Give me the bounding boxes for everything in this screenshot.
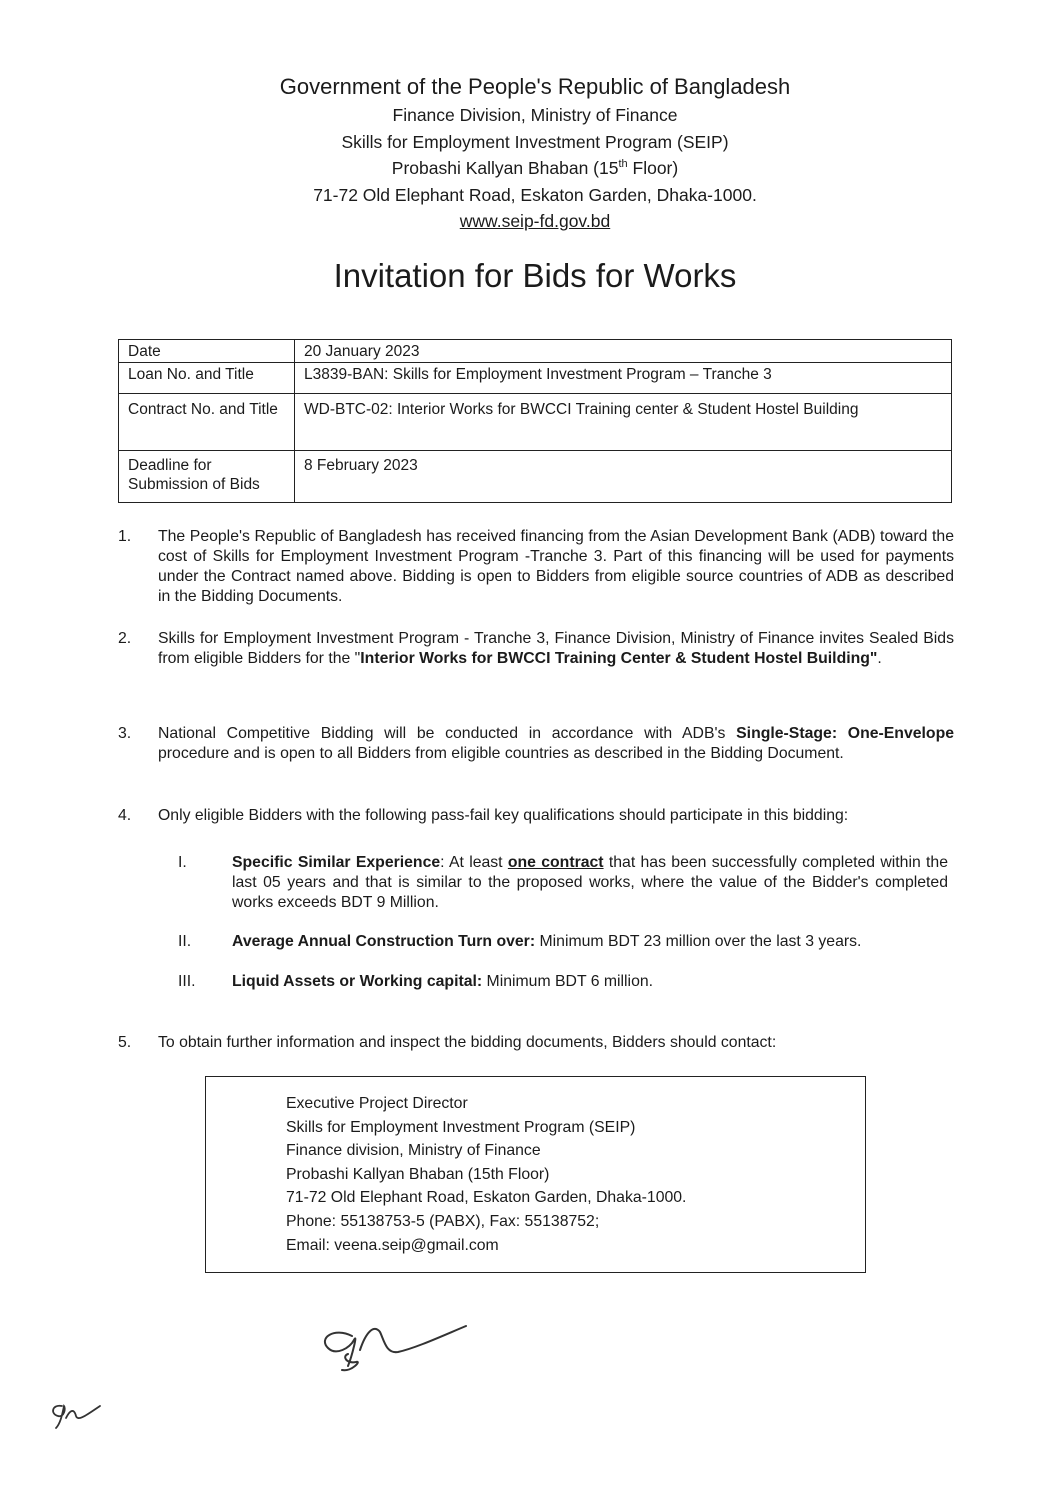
- bid-info-table: [118, 339, 952, 503]
- qualification-number: III.: [178, 973, 196, 990]
- paragraph-number: 2.: [118, 630, 132, 647]
- text-run: Minimum BDT 6 million.: [482, 973, 654, 990]
- letterhead: [0, 72, 1058, 235]
- paragraph-text: The People's Republic of Bangladesh has received financing from the Asian Development Bank (ADB) toward the cost of Skills for Employment Investment Program -Tranche 3. Part of this financing will be used for payments under the Contract named above. Bidding is open to Bidders from eligible source countries of ADB as described in the Bidding Documents.: [158, 528, 954, 605]
- division-name: Finance Division, Ministry of Finance: [392, 105, 678, 125]
- procedure-name: Single-Stage: One-Envelope: [736, 725, 954, 742]
- qualification-text: [232, 972, 948, 992]
- contact-title: Executive Project Director: [286, 1095, 468, 1112]
- table-label: Deadline for Submission of Bids: [119, 451, 295, 503]
- initials-stroke: [53, 1406, 100, 1428]
- building-prefix: Probashi Kallyan Bhaban (15: [391, 158, 619, 178]
- contact-division: Finance division, Ministry of Finance: [286, 1142, 541, 1160]
- paragraph-number: 1.: [118, 528, 132, 545]
- table-value: 8 February 2023: [295, 451, 952, 503]
- table-row: [119, 340, 952, 363]
- project-name: Interior Works for BWCCI Training Center & Student Hostel Building": [360, 650, 878, 667]
- website-link[interactable]: www.seip-fd.gov.bd: [459, 211, 611, 231]
- address-line: 71-72 Old Elephant Road, Eskaton Garden, Dhaka-1000.: [313, 184, 757, 205]
- paragraph-5: [118, 1033, 954, 1053]
- floor-ordinal: th: [618, 158, 628, 171]
- paragraph-text: Only eligible Bidders with the following pass-fail key qualifications should participate in this bidding:: [158, 807, 849, 824]
- contact-phone: Phone: 55138753-5 (PABX), Fax: 55138752;: [286, 1212, 600, 1230]
- paragraph-4: [118, 806, 954, 826]
- contact-program: Skills for Employment Investment Program (SEIP): [286, 1118, 636, 1136]
- qualification-text: [232, 853, 948, 913]
- table-value: WD-BTC-02: Interior Works for BWCCI Training center & Student Hostel Building: [295, 394, 952, 451]
- table-label: Loan No. and Title: [119, 363, 295, 394]
- contact-box: [205, 1076, 866, 1273]
- qualification-1: [178, 853, 948, 913]
- paragraph-number: 5.: [118, 1034, 132, 1051]
- program-name: Skills for Employment Investment Program (SEIP): [341, 131, 729, 152]
- paragraph-number: 3.: [118, 725, 132, 742]
- signature-stroke: [325, 1326, 466, 1370]
- table-label: Contract No. and Title: [119, 394, 295, 451]
- qualification-3: [178, 972, 948, 992]
- table-row: [119, 363, 952, 394]
- paragraph-number: 4.: [118, 807, 132, 824]
- text-run: : At least: [440, 854, 508, 871]
- table-value: 20 January 2023: [295, 340, 952, 363]
- table-row: [119, 451, 952, 503]
- text-run: .: [877, 650, 882, 667]
- contact-email[interactable]: Email: veena.seip@gmail.com: [286, 1236, 499, 1254]
- signature: [312, 1318, 472, 1380]
- paragraph-2: [118, 629, 954, 669]
- text-run: Minimum BDT 23 million over the last 3 years.: [535, 933, 862, 950]
- qualification-title: Average Annual Construction Turn over:: [232, 933, 536, 950]
- text-run: National Competitive Bidding will be conducted in accordance with ADB's: [158, 725, 737, 742]
- qualification-text: [232, 932, 948, 952]
- table-value: L3839-BAN: Skills for Employment Investment Program – Tranche 3: [295, 363, 952, 394]
- building-suffix: Floor): [627, 158, 679, 178]
- qualification-number: I.: [178, 854, 187, 871]
- paragraph-3: [118, 724, 954, 764]
- qualification-2: [178, 932, 948, 952]
- table-row: [119, 394, 952, 451]
- building-line: [0, 155, 1058, 182]
- text-run: that has been successfully completed within the last 05 years and that is similar to the proposed works, where the value of the Bidder's completed works exceeds BDT 9 Million.: [232, 854, 948, 911]
- qualification-number: II.: [178, 933, 192, 950]
- qualification-title: Liquid Assets or Working capital:: [232, 973, 483, 990]
- document-title: Invitation for Bids for Works: [333, 257, 737, 294]
- contact-building: Probashi Kallyan Bhaban (15th Floor): [286, 1165, 550, 1183]
- text-run: Skills for Employment Investment Program - Tranche 3, Finance Division, Ministry of Finance invites Sealed Bids from eligible Bidders for the ": [158, 630, 954, 667]
- government-name: Government of the People's Republic of Bangladesh: [279, 74, 791, 99]
- emphasis: one contract: [507, 854, 604, 871]
- paragraph-text: To obtain further information and inspect the bidding documents, Bidders should contact:: [158, 1034, 777, 1051]
- paragraph-text: [158, 629, 954, 669]
- contact-address: 71-72 Old Elephant Road, Eskaton Garden, Dhaka-1000.: [286, 1189, 687, 1207]
- paragraph-1: [118, 527, 954, 607]
- initials-mark: [48, 1398, 102, 1432]
- qualification-title: Specific Similar Experience: [232, 854, 441, 871]
- paragraph-text: [158, 724, 954, 764]
- text-run: procedure and is open to all Bidders from eligible countries as described in the Bidding Document.: [158, 745, 844, 762]
- table-label: Date: [119, 340, 295, 363]
